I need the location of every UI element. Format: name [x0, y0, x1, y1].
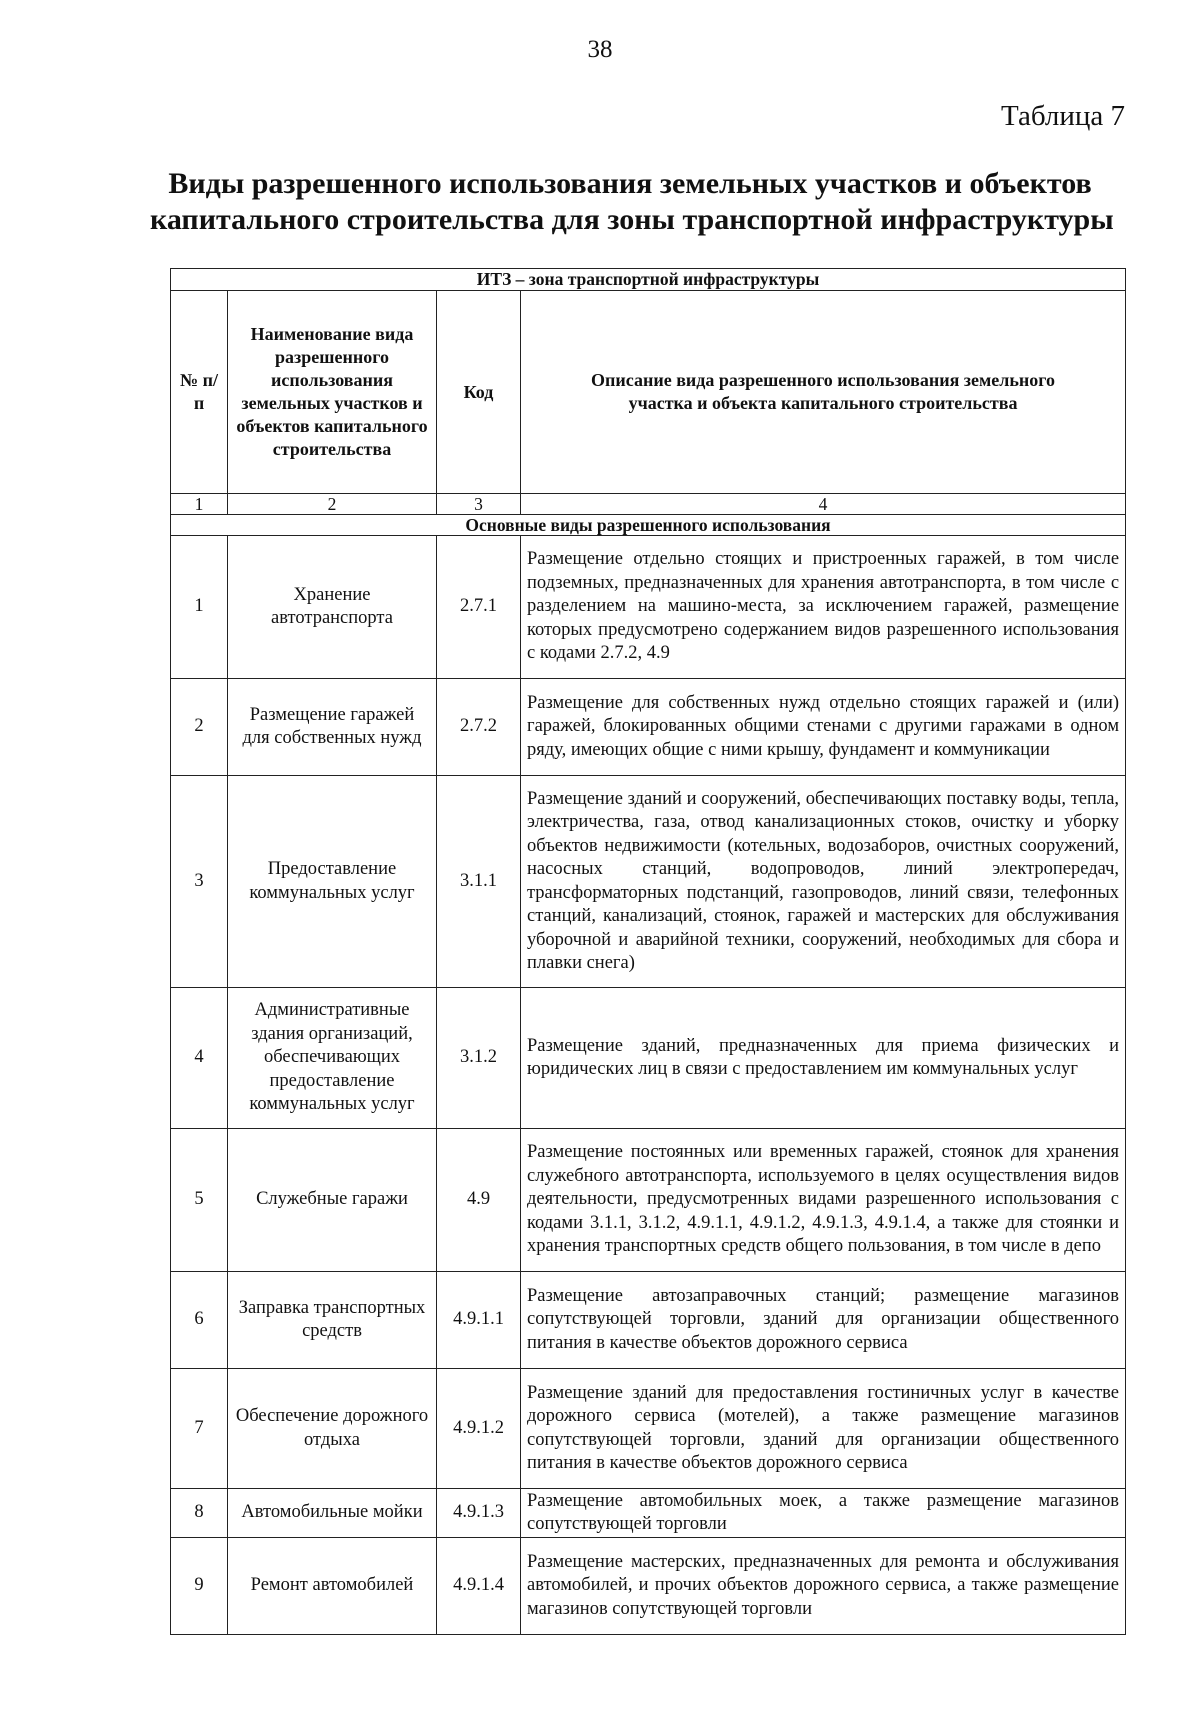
row-name: Предоставление коммунальных услуг	[228, 776, 437, 988]
row-desc: Размещение зданий, предназначенных для приема физических и юридических лиц в связи с предоставлением им коммунальных услуг	[521, 988, 1126, 1129]
row-code: 2.7.1	[437, 536, 521, 679]
header-num: № п/п	[171, 291, 228, 494]
header-desc: Описание вида разрешенного использования земельного участка и объекта капитального строительства	[521, 291, 1126, 494]
row-name: Служебные гаражи	[228, 1129, 437, 1272]
table-row	[171, 1489, 1126, 1538]
header-code: Код	[437, 291, 521, 494]
row-name: Обеспечение дорожного отдыха	[228, 1369, 437, 1489]
row-desc: Размещение постоянных или временных гаражей, стоянок для хранения служебного автотранспорта, используемого в целях осуществления видов деятельности, предусмотренных видами разрешенного использования с кодами 3.1.1, 3.1.2, 4.9.1.1, 4.9.1.2, 4.9.1.3, 4.9.1.4, а также для стоянки и хранения транспортных средств общего пользования, в том числе в депо	[521, 1129, 1126, 1272]
row-name: Хранение автотранспорта	[228, 536, 437, 679]
column-header-row	[171, 291, 1126, 494]
page-number: 38	[587, 36, 613, 63]
table-label: Таблица 7	[1000, 100, 1125, 132]
row-num: 6	[171, 1272, 228, 1369]
row-code: 3.1.2	[437, 988, 521, 1129]
row-desc: Размещение отдельно стоящих и пристроенных гаражей, в том числе подземных, предназначенных для хранения автотранспорта, в том числе с разделением на машино-места, за исключением гаражей, размещение которых предусмотрено содержанием видов разрешенного использования с кодами 2.7.2, 4.9	[521, 536, 1126, 679]
zone-header-row	[171, 269, 1126, 291]
row-desc: Размещение зданий для предоставления гостиничных услуг в качестве дорожного сервиса (мотелей), а также размещение магазинов сопутствующей торговли, зданий для организации общественного питания в качестве объектов дорожного сервиса	[521, 1369, 1126, 1489]
title-line-1: Виды разрешенного использования земельных участков и объектов	[168, 167, 1092, 200]
row-code: 3.1.1	[437, 776, 521, 988]
table-row	[171, 679, 1126, 776]
row-desc: Размещение мастерских, предназначенных для ремонта и обслуживания автомобилей, и прочих объектов дорожного сервиса, а также размещение магазинов сопутствующей торговли	[521, 1538, 1126, 1635]
column-number-row	[171, 494, 1126, 515]
row-desc: Размещение автомобильных моек, а также размещение магазинов сопутствующей торговли	[521, 1489, 1126, 1538]
row-code: 4.9.1.1	[437, 1272, 521, 1369]
land-use-table	[170, 268, 1126, 1635]
table-row	[171, 988, 1126, 1129]
section-row	[171, 515, 1126, 536]
table-row	[171, 1369, 1126, 1489]
row-num: 5	[171, 1129, 228, 1272]
row-num: 1	[171, 536, 228, 679]
section-title: Основные виды разрешенного использования	[171, 515, 1126, 536]
row-num: 4	[171, 988, 228, 1129]
row-name: Заправка транспортных средств	[228, 1272, 437, 1369]
row-num: 3	[171, 776, 228, 988]
row-num: 9	[171, 1538, 228, 1635]
table-row	[171, 1272, 1126, 1369]
row-num: 2	[171, 679, 228, 776]
row-name: Ремонт автомобилей	[228, 1538, 437, 1635]
row-desc: Размещение для собственных нужд отдельно стоящих гаражей и (или) гаражей, блокированных общими стенами с другими гаражами в одном ряду, имеющих общие с ними крышу, фундамент и коммуникации	[521, 679, 1126, 776]
row-num: 7	[171, 1369, 228, 1489]
row-code: 4.9.1.3	[437, 1489, 521, 1538]
header-name: Наименование вида разрешенного использования земельных участков и объектов капитального строительства	[228, 291, 437, 494]
row-code: 4.9.1.4	[437, 1538, 521, 1635]
title-line-2: капитального строительства для зоны транспортной инфраструктуры	[150, 203, 1114, 236]
table-row	[171, 1129, 1126, 1272]
row-code: 4.9	[437, 1129, 521, 1272]
table-row	[171, 536, 1126, 679]
column-number: 2	[228, 494, 437, 515]
column-number: 3	[437, 494, 521, 515]
column-number: 4	[521, 494, 1126, 515]
row-desc: Размещение автозаправочных станций; размещение магазинов сопутствующей торговли, зданий для организации общественного питания в качестве объектов дорожного сервиса	[521, 1272, 1126, 1369]
column-number: 1	[171, 494, 228, 515]
row-code: 2.7.2	[437, 679, 521, 776]
row-name: Административные здания организаций, обеспечивающих предоставление коммунальных услуг	[228, 988, 437, 1129]
row-desc: Размещение зданий и сооружений, обеспечивающих поставку воды, тепла, электричества, газа, отвод канализационных стоков, очистку и уборку объектов недвижимости (котельных, водозаборов, очистных сооружений, насосных станций, водопроводов, линий электропередач, трансформаторных подстанций, газопроводов, линий связи, телефонных станций, канализаций, стоянок, гаражей и мастерских для обслуживания уборочной и аварийной техники, сооружений, необходимых для сбора и плавки снега)	[521, 776, 1126, 988]
table-row	[171, 776, 1126, 988]
row-code: 4.9.1.2	[437, 1369, 521, 1489]
zone-header: ИТЗ – зона транспортной инфраструктуры	[171, 269, 1126, 291]
document-title	[150, 166, 1114, 238]
row-num: 8	[171, 1489, 228, 1538]
row-name: Размещение гаражей для собственных нужд	[228, 679, 437, 776]
table-row	[171, 1538, 1126, 1635]
row-name: Автомобильные мойки	[228, 1489, 437, 1538]
